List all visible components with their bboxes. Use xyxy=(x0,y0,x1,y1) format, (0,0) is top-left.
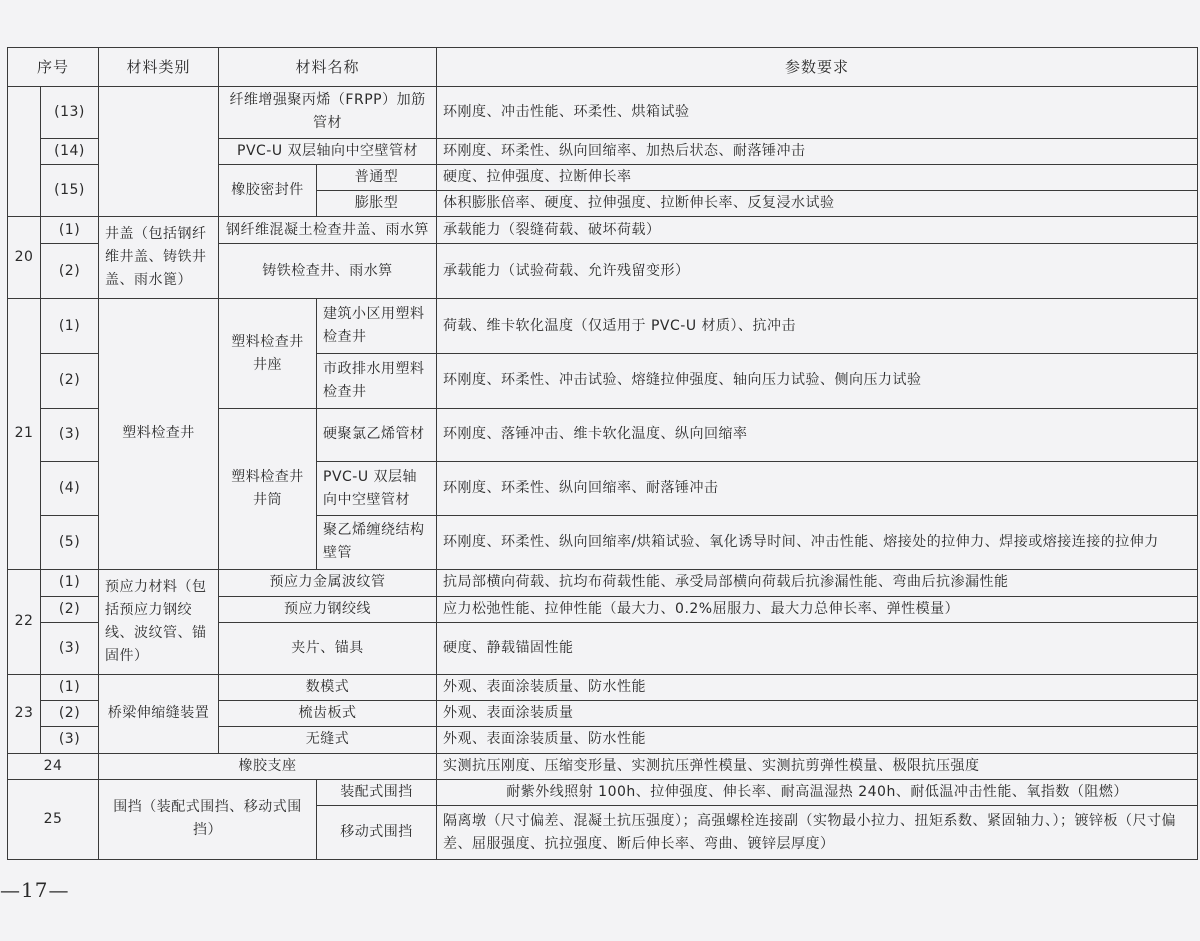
sub-number: (2) xyxy=(41,701,99,727)
header-name: 材料名称 xyxy=(219,48,437,87)
page-number: —17— xyxy=(0,878,70,902)
material-name: 装配式围挡 xyxy=(317,779,437,805)
table-row xyxy=(8,753,1198,779)
material-name: PVC-U 双层轴向中空壁管材 xyxy=(219,138,437,164)
table-row xyxy=(8,217,1198,243)
sub-number: (2) xyxy=(41,596,99,622)
table-row xyxy=(8,674,1198,700)
material-name: 橡胶支座 xyxy=(99,753,437,779)
seq-number: 20 xyxy=(8,217,41,299)
header-params: 参数要求 xyxy=(437,48,1198,87)
material-name: 橡胶密封件 xyxy=(219,164,317,217)
seq-number: 21 xyxy=(8,299,41,569)
param-requirements: 荷载、维卡软化温度（仅适用于 PVC-U 材质）、抗冲击 xyxy=(437,299,1198,354)
material-type: 硬聚氯乙烯管材 xyxy=(317,408,437,462)
param-requirements: 硬度、静载锚固性能 xyxy=(437,623,1198,675)
param-requirements: 环刚度、环柔性、纵向回缩率、加热后状态、耐落锤冲击 xyxy=(437,138,1198,164)
table-row xyxy=(8,569,1198,596)
material-category: 桥梁伸缩缝装置 xyxy=(99,674,219,753)
param-requirements: 硬度、拉伸强度、拉断伸长率 xyxy=(437,164,1198,190)
sub-number: (1) xyxy=(41,217,99,243)
seq-number: 22 xyxy=(8,569,41,674)
param-requirements: 环刚度、环柔性、纵向回缩率、耐落锤冲击 xyxy=(437,462,1198,516)
sub-number: (3) xyxy=(41,623,99,675)
header-seq: 序号 xyxy=(8,48,99,87)
header-category: 材料类别 xyxy=(99,48,219,87)
param-requirements: 应力松弛性能、拉伸性能（最大力、0.2%屈服力、最大力总伸长率、弹性模量） xyxy=(437,596,1198,622)
sub-number: (2) xyxy=(41,354,99,409)
sub-number: (14) xyxy=(41,138,99,164)
material-name: 预应力金属波纹管 xyxy=(219,569,437,596)
material-type: PVC-U 双层轴向中空壁管材 xyxy=(317,462,437,516)
material-category: 围挡（装配式围挡、移动式围挡） xyxy=(99,779,317,859)
param-requirements: 环刚度、环柔性、纵向回缩率/烘箱试验、氧化诱导时间、冲击性能、熔接处的拉伸力、焊接或熔接连接的拉伸力 xyxy=(437,515,1198,569)
table-row xyxy=(8,87,1198,139)
material-name: 纤维增强聚丙烯（FRPP）加筋管材 xyxy=(219,87,437,139)
material-type: 膨胀型 xyxy=(317,191,437,217)
sub-number: (15) xyxy=(41,164,99,217)
material-name: 塑料检查井井筒 xyxy=(219,408,317,569)
param-requirements: 隔离墩（尺寸偏差、混凝土抗压强度）；高强螺栓连接副（实物最小拉力、扭矩系数、紧固轴力、）；镀锌板（尺寸偏差、屈服强度、抗拉强度、断后伸长率、弯曲、镀锌层厚度） xyxy=(437,806,1198,860)
material-name: 塑料检查井井座 xyxy=(219,299,317,408)
param-requirements: 外观、表面涂装质量、防水性能 xyxy=(437,727,1198,753)
material-name: 移动式围挡 xyxy=(317,806,437,860)
sub-number: (3) xyxy=(41,727,99,753)
material-spec-table xyxy=(7,47,1198,860)
sub-number: (1) xyxy=(41,569,99,596)
material-name: 铸铁检查井、雨水箅 xyxy=(219,243,437,299)
sub-number: (3) xyxy=(41,408,99,462)
seq-cell-19-continued xyxy=(8,87,41,217)
material-type: 聚乙烯缠绕结构壁管 xyxy=(317,515,437,569)
sub-number: (13) xyxy=(41,87,99,139)
seq-number: 24 xyxy=(8,753,99,779)
param-requirements: 环刚度、落锤冲击、维卡软化温度、纵向回缩率 xyxy=(437,408,1198,462)
param-requirements: 抗局部横向荷载、抗均布荷载性能、承受局部横向荷载后抗渗漏性能、弯曲后抗渗漏性能 xyxy=(437,569,1198,596)
sub-number: (1) xyxy=(41,299,99,354)
material-name: 梳齿板式 xyxy=(219,701,437,727)
param-requirements: 承载能力（裂缝荷载、破坏荷载） xyxy=(437,217,1198,243)
table-row xyxy=(8,299,1198,354)
material-type: 建筑小区用塑料检查井 xyxy=(317,299,437,354)
material-name: 预应力钢绞线 xyxy=(219,596,437,622)
sub-number: (4) xyxy=(41,462,99,516)
sub-number: (1) xyxy=(41,674,99,700)
material-name: 无缝式 xyxy=(219,727,437,753)
material-name: 夹片、锚具 xyxy=(219,623,437,675)
sub-number: (2) xyxy=(41,243,99,299)
material-name: 钢纤维混凝土检查井盖、雨水箅 xyxy=(219,217,437,243)
material-type: 普通型 xyxy=(317,164,437,190)
param-requirements: 环刚度、冲击性能、环柔性、烘箱试验 xyxy=(437,87,1198,139)
param-requirements: 外观、表面涂装质量、防水性能 xyxy=(437,674,1198,700)
seq-number: 23 xyxy=(8,674,41,753)
param-requirements: 环刚度、环柔性、冲击试验、熔缝拉伸强度、轴向压力试验、侧向压力试验 xyxy=(437,354,1198,409)
param-requirements: 耐紫外线照射 100h、拉伸强度、伸长率、耐高温湿热 240h、耐低温冲击性能、氧指数（阻燃） xyxy=(437,779,1198,805)
param-requirements: 体积膨胀倍率、硬度、拉伸强度、拉断伸长率、反复浸水试验 xyxy=(437,191,1198,217)
material-name: 数模式 xyxy=(219,674,437,700)
param-requirements: 实测抗压刚度、压缩变形量、实测抗压弹性模量、实测抗剪弹性模量、极限抗压强度 xyxy=(437,753,1198,779)
material-type: 市政排水用塑料检查井 xyxy=(317,354,437,409)
param-requirements: 承载能力（试验荷载、允许残留变形） xyxy=(437,243,1198,299)
material-category: 塑料检查井 xyxy=(99,299,219,569)
category-cell-continued xyxy=(99,87,219,217)
material-category: 预应力材料（包括预应力钢绞线、波纹管、锚固件） xyxy=(99,569,219,674)
seq-number: 25 xyxy=(8,779,99,859)
material-category: 井盖（包括钢纤维井盖、铸铁井盖、雨水篦） xyxy=(99,217,219,299)
param-requirements: 外观、表面涂装质量 xyxy=(437,701,1198,727)
table-row xyxy=(8,779,1198,805)
sub-number: (5) xyxy=(41,515,99,569)
table-header-row xyxy=(8,48,1198,87)
